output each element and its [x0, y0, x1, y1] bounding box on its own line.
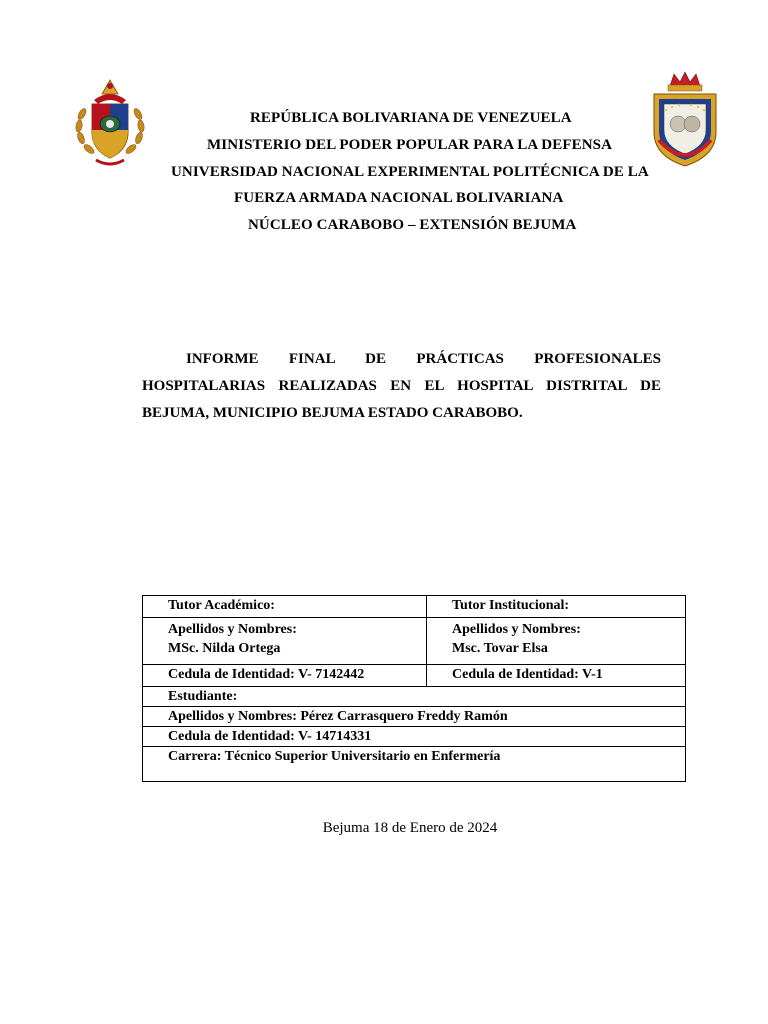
tutor-academico-name: MSc. Nilda Ortega — [168, 641, 281, 656]
crest-top — [94, 80, 126, 104]
table-row — [143, 747, 686, 782]
date-line: Bejuma 18 de Enero de 2024 — [322, 820, 498, 836]
table-row — [143, 727, 686, 747]
table-row — [143, 687, 686, 707]
header-armed-forces: FUERZA ARMADA NACIONAL BOLIVARIANA — [234, 190, 564, 206]
tutor-institucional-ci: Cedula de Identidad: V-1 — [427, 665, 686, 687]
tutor-institucional-name-cell — [427, 618, 686, 665]
table-row — [143, 618, 686, 665]
names-label: Apellidos y Nombres: — [452, 622, 581, 637]
table-row — [143, 665, 686, 687]
crown — [668, 72, 702, 91]
header-republic: REPÚBLICA BOLIVARIANA DE VENEZUELA — [250, 110, 572, 126]
tutor-student-info-table — [142, 595, 686, 782]
header-ministry: MINISTERIO DEL PODER POPULAR PARA LA DEFENSA — [207, 137, 613, 153]
header-university: UNIVERSIDAD NACIONAL EXPERIMENTAL POLITÉCNICA DE LA — [171, 164, 649, 180]
estudiante-name: Apellidos y Nombres: Pérez Carrasquero Freddy Ramón — [143, 707, 686, 727]
tutor-institucional-label: Tutor Institucional: — [427, 596, 686, 618]
table-row — [143, 707, 686, 727]
military-coat-of-arms-icon — [72, 74, 148, 170]
header-nucleus: NÚCLEO CARABOBO – EXTENSIÓN BEJUMA — [248, 217, 577, 233]
names-label: Apellidos y Nombres: — [168, 622, 297, 637]
unefa-university-shield-icon — [650, 70, 720, 170]
tutor-academico-label: Tutor Académico: — [143, 596, 427, 618]
tutor-academico-ci: Cedula de Identidad: V- 7142442 — [143, 665, 427, 687]
table-row — [143, 596, 686, 618]
estudiante-label: Estudiante: — [143, 687, 686, 707]
estudiante-ci: Cedula de Identidad: V- 14714331 — [143, 727, 686, 747]
tutor-institucional-name: Msc. Tovar Elsa — [452, 641, 548, 656]
carrera: Carrera: Técnico Superior Universitario en Enfermería — [143, 747, 686, 782]
report-title: INFORME FINAL DE PRÁCTICAS PROFESIONALES HOSPITALARIAS REALIZADAS EN EL HOSPITAL DISTRITAL DE BEJUMA, MUNICIPIO BEJUMA ESTADO CARABOBO. — [142, 351, 661, 421]
tutor-academico-name-cell — [143, 618, 427, 665]
